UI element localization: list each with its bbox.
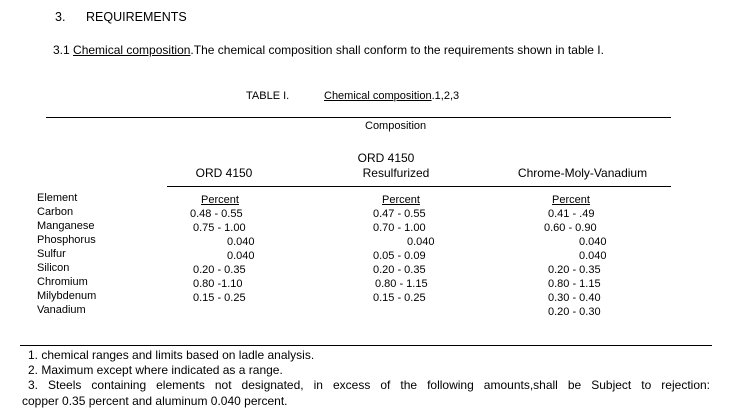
table-label: TABLE I.	[246, 90, 290, 102]
section-title: REQUIREMENTS	[86, 10, 187, 24]
composition-header: Composition	[365, 120, 427, 132]
note-1: 1. chemical ranges and limits based on ladle analysis.	[28, 348, 315, 362]
col3-header: Chrome-Moly-Vanadium	[517, 166, 648, 180]
row-element-milybdenum: Milybdenum	[37, 290, 97, 302]
col2-percent-label: Percent	[382, 194, 420, 206]
paragraph-text: .The chemical composition shall conform to the requirements shown in table I.	[190, 43, 604, 57]
chromium-ord4150: 0.80 -1.10	[193, 278, 243, 290]
row-element-chromium: Chromium	[37, 276, 88, 288]
phosphorus-ord4150: 0.040	[227, 236, 255, 248]
carbon-cmv: 0.41 - .49	[548, 208, 595, 220]
milybdenum-resulfurized: 0.15 - 0.25	[373, 292, 426, 304]
header-rule	[167, 186, 671, 187]
col2-header-line2: Resulfurized	[362, 166, 430, 180]
manganese-resulfurized: 0.70 - 1.00	[373, 222, 426, 234]
chemical-composition-link[interactable]: Chemical composition	[73, 43, 191, 57]
col3-percent-label: Percent	[552, 194, 590, 206]
manganese-ord4150: 0.75 - 1.00	[193, 222, 246, 234]
note-3-continued: copper 0.35 percent and aluminum 0.040 percent.	[22, 394, 288, 408]
silicon-ord4150: 0.20 - 0.35	[193, 264, 246, 276]
row-element-phosphorus: Phosphorus	[37, 234, 96, 246]
table-caption	[324, 90, 459, 102]
section-number: 3.	[55, 10, 66, 24]
table-caption-link[interactable]: Chemical composition	[324, 90, 432, 102]
row-element-sulfur: Sulfur	[37, 248, 66, 260]
silicon-resulfurized: 0.20 - 0.35	[373, 264, 426, 276]
manganese-cmv: 0.60 - 0.90	[544, 222, 597, 234]
note-2: 2. Maximum except where indicated as a range.	[28, 363, 283, 377]
silicon-cmv: 0.20 - 0.35	[548, 264, 601, 276]
sulfur-cmv: 0.040	[579, 250, 607, 262]
carbon-resulfurized: 0.47 - 0.55	[373, 208, 426, 220]
phosphorus-resulfurized: 0.040	[407, 236, 435, 248]
phosphorus-cmv: 0.040	[579, 236, 607, 248]
col1-percent-header	[190, 193, 250, 207]
col1-header: ORD 4150	[195, 166, 253, 180]
element-header: Element	[37, 192, 78, 204]
row-element-silicon: Silicon	[37, 262, 70, 274]
vanadium-cmv: 0.20 - 0.30	[548, 306, 601, 318]
sulfur-ord4150: 0.040	[227, 250, 255, 262]
milybdenum-cmv: 0.30 - 0.40	[548, 292, 601, 304]
notes-rule	[20, 345, 712, 346]
paragraph-3-1	[53, 43, 604, 57]
row-element-carbon: Carbon	[37, 206, 74, 218]
row-element-manganese: Manganese	[37, 220, 95, 232]
table-top-rule	[46, 117, 671, 118]
note-3: 3. Steels containing elements not designated, in excess of the following amounts,shall be Subject to rejection:	[28, 378, 710, 392]
col1-percent-label: Percent	[201, 194, 239, 206]
chromium-cmv: 0.80 - 1.15	[548, 278, 601, 290]
col2-header-line1: ORD 4150	[357, 151, 415, 165]
col2-percent-header	[371, 193, 431, 207]
row-element-vanadium: Vanadium	[37, 304, 86, 316]
col3-percent-header	[541, 193, 601, 207]
table-caption-suffix: .1,2,3	[431, 90, 460, 102]
milybdenum-ord4150: 0.15 - 0.25	[193, 292, 246, 304]
chromium-resulfurized: 0.80 - 1.15	[375, 278, 428, 290]
paragraph-number: 3.1	[53, 43, 70, 57]
carbon-ord4150: 0.48 - 0.55	[190, 208, 243, 220]
sulfur-resulfurized: 0.05 - 0.09	[373, 250, 426, 262]
